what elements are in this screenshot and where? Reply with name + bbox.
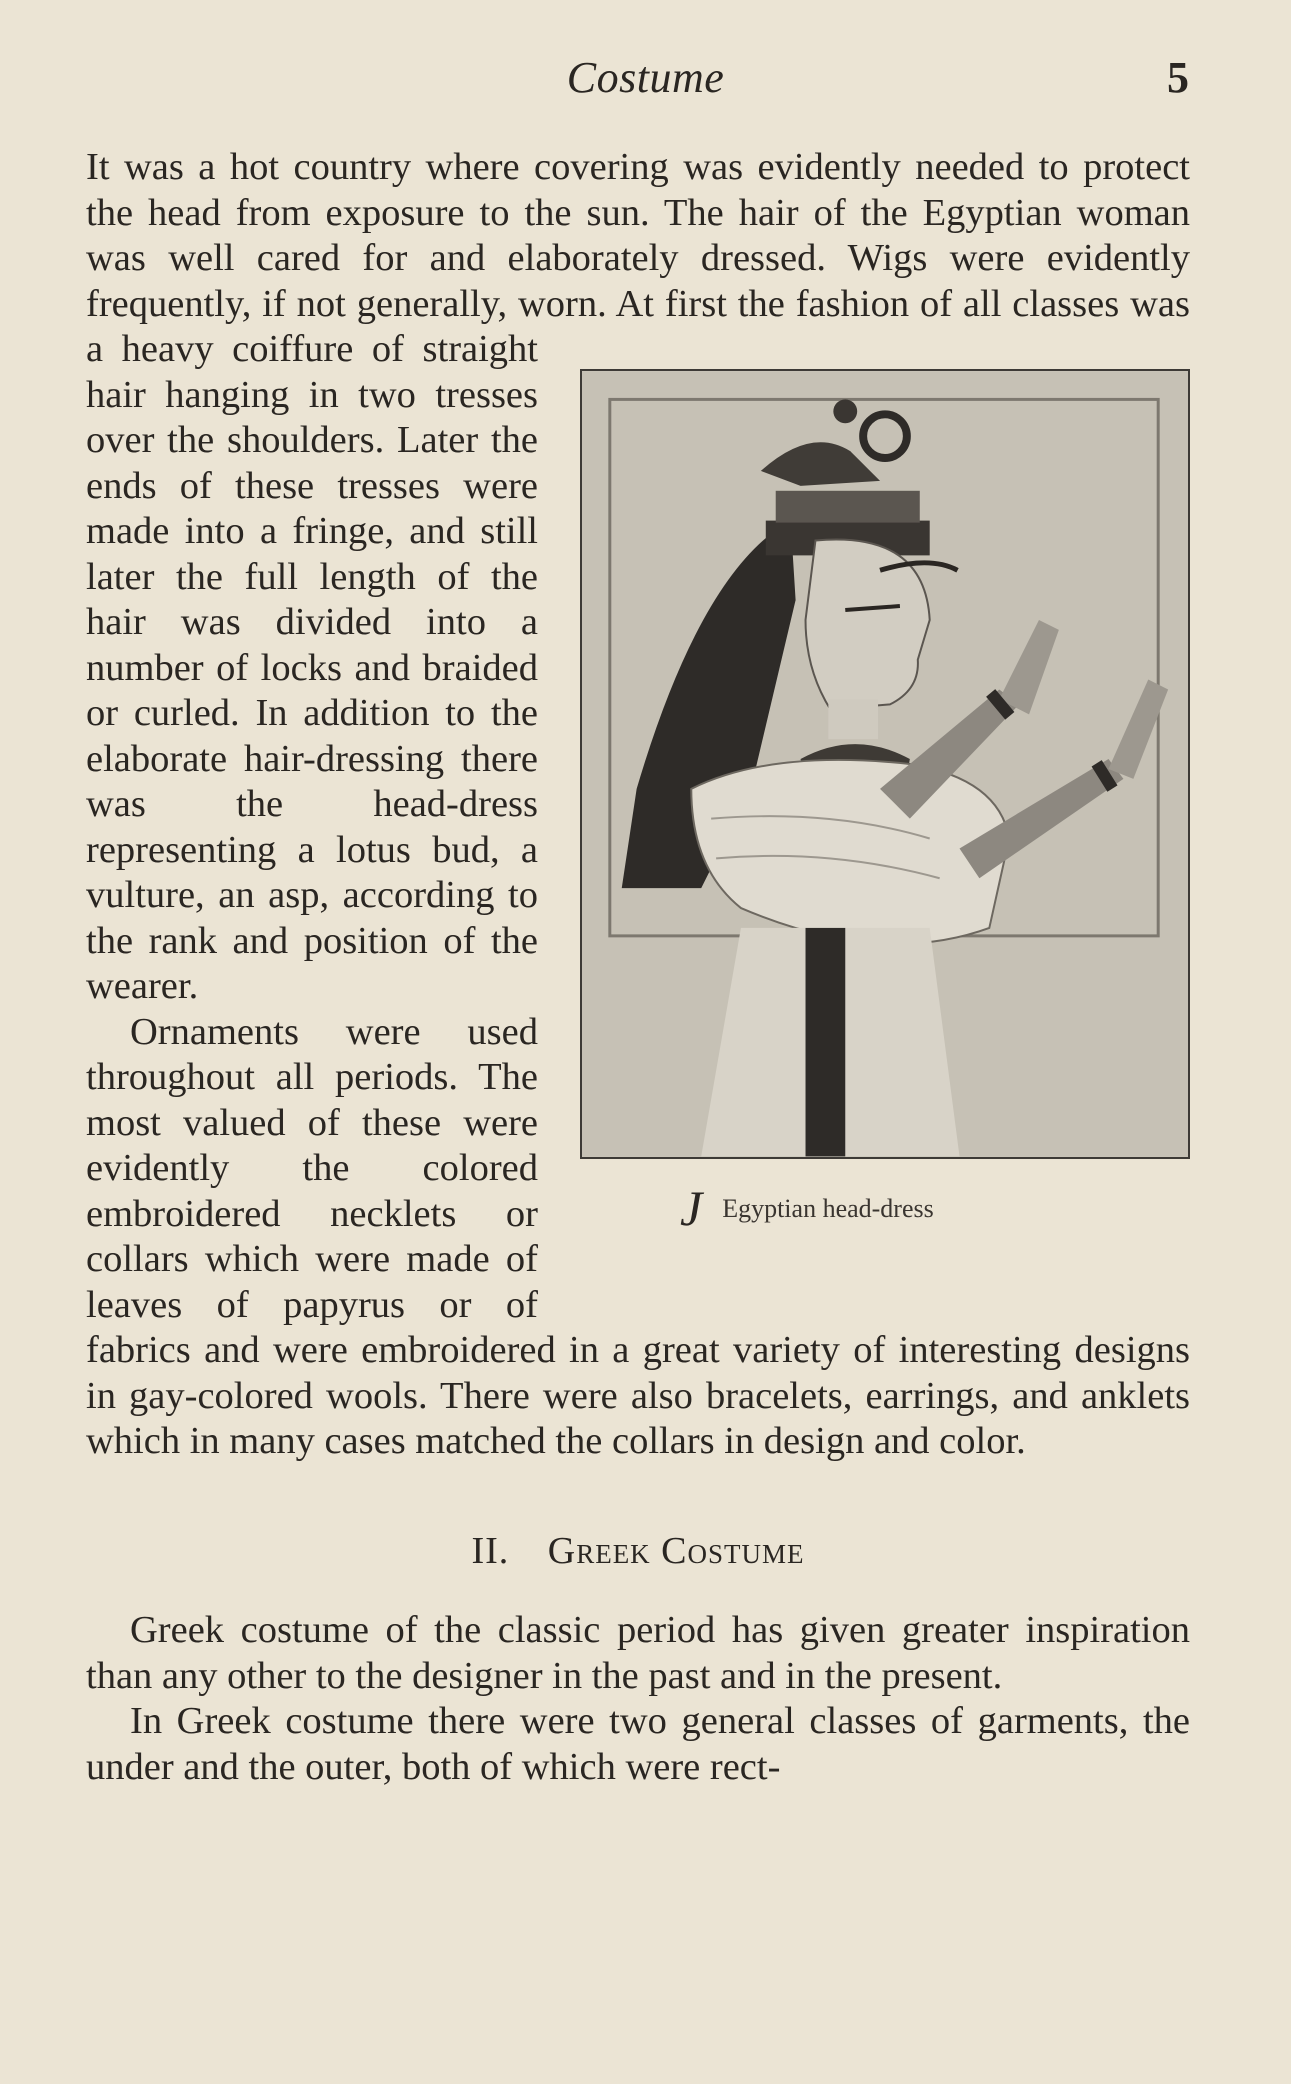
paragraph-greek-garments: In Greek costume there were two general classes of garments, the under and the outer, both of which were rect- bbox=[86, 1700, 1190, 1788]
paragraph-ornaments: Ornaments were used throughout all periods. The most valued of these were evidently the colored embroidered necklets or collars which were made of leaves of papyrus or of fabrics and were embroidered in a great variety of interesting designs in gay-colored wools. There were also bracelets, earrings, and anklets which in many cases matched the collars in design and color. bbox=[86, 1010, 1190, 1462]
section-heading-greek-costume bbox=[86, 1529, 1190, 1575]
page-number: 5 bbox=[1167, 53, 1189, 102]
paragraph-greek-inspiration: Greek costume of the classic period has given greater inspiration than any other to the designer in the past and in the present. bbox=[86, 1609, 1190, 1697]
egyptian-headdress-figure bbox=[580, 369, 1190, 1299]
section-title: Greek Costume bbox=[547, 1529, 805, 1572]
pencil-check-mark: J bbox=[680, 1180, 703, 1237]
figure-caption-row bbox=[680, 1179, 934, 1239]
paragraph-hair-continuation: coiffure of straight hair hanging in two tresses over the shoulders. Later the ends of these tresses were made into a fringe, and still later the full length of the hair was divided into a number of locks and braided or curled. In addition to the elaborate hair-dressing there was the head-dress representing a lotus bud, a vulture, an asp, according to the rank and position of the wearer. bbox=[86, 328, 539, 1007]
egyptian-headdress-illustration bbox=[580, 369, 1190, 1159]
running-head-title: Costume bbox=[566, 53, 725, 102]
body-text bbox=[86, 145, 1190, 1790]
figure-caption: Egyptian head-dress bbox=[722, 1194, 934, 1224]
section-number: II. bbox=[471, 1529, 510, 1572]
paragraph-hair-opening: It was a hot country where covering was evidently needed to protect the head from exposure to the sun. The hair of the Egyptian woman was well cared for and elaborately dressed. Wigs were evidently frequently, if not generally, worn. At first the fashion of all classes was a heavy bbox=[86, 146, 1190, 370]
